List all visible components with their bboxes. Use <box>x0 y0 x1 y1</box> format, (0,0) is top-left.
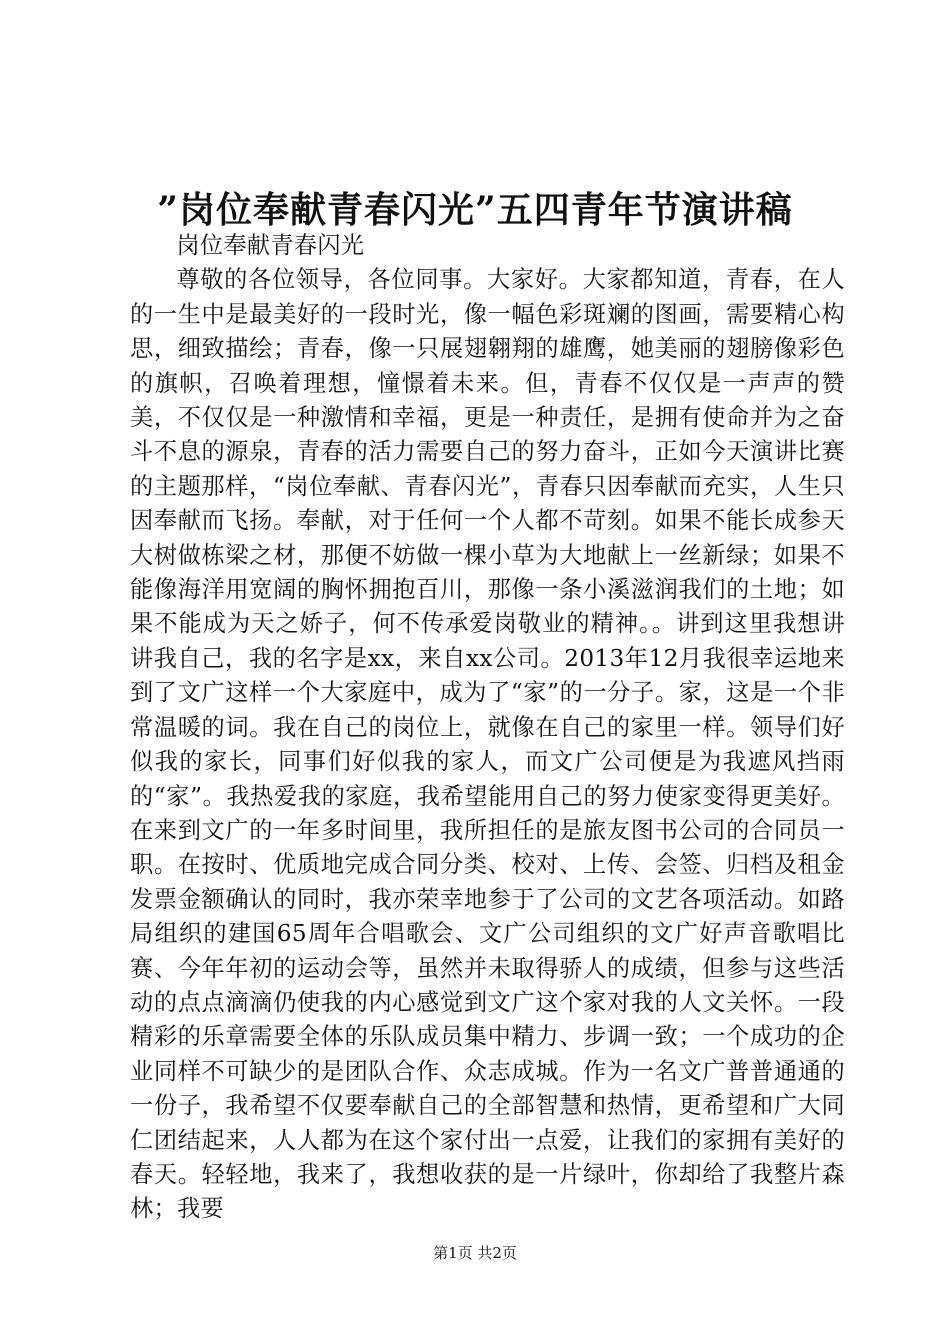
page-title: ”岗位奉献青春闪光”五四青年节演讲稿 <box>157 189 793 231</box>
document-body <box>130 229 845 1227</box>
body-paragraph: 尊敬的各位领导，各位同事。大家好。大家都知道，青春，在人的一生中是最美好的一段时光，像一幅色彩斑斓的图画，需要精心构思，细致描绘；青春，像一只展翅翱翔的雄鹰，她美丽的翅膀像彩色的旗帜，召唤着理想，憧憬着未来。但，青春不仅仅是一声声的赞美，不仅仅是一种激情和幸福，更是一种责任，是拥有使命并为之奋斗不息的源泉，青春的活力需要自己的努力奋斗，正如今天演讲比赛的主题那样，“岗位奉献、青春闪光”，青春只因奉献而充实，人生只因奉献而飞扬。奉献，对于任何一个人都不苛刻。如果不能长成参天大树做栋梁之材，那便不妨做一棵小草为大地献上一丝新绿；如果不能像海洋用宽阔的胸怀拥抱百川，那像一条小溪滋润我们的土地；如果不能成为天之娇子，何不传承爱岗敬业的精神。。讲到这里我想讲讲我自己，我的名字是xx，来自xx公司。2013年12月我很幸运地来到了文广这样一个大家庭中，成为了“家”的一分子。家，这是一个非常温暖的词。我在自己的岗位上，就像在自己的家里一样。领导们好似我的家长，同事们好似我的家人，而文广公司便是为我遮风挡雨的“家”。我热爱我的家庭，我希望能用自己的努力使家变得更美好。在来到文广的一年多时间里，我所担任的是旅友图书公司的合同员一职。在按时、优质地完成合同分类、校对、上传、会签、归档及租金发票金额确认的同时，我亦荣幸地参于了公司的文艺各项活动。如路局组织的建国65周年合唱歌会、文广公司组织的文广好声音歌唱比赛、今年年初的运动会等，虽然并未取得骄人的成绩，但参与这些活动的点点滴滴仍使我的内心感觉到文广这个家对我的人文关怀。一段精彩的乐章需要全体的乐队成员集中精力、步调一致；一个成功的企业同样不可缺少的是团队合作、众志成城。作为一名文广普普通通的一份子，我希望不仅要奉献自己的全部智慧和热情，更希望和广大同仁团结起来，人人都为在这个家付出一点爱，让我们的家拥有美好的春天。轻轻地，我来了，我想收获的是一片绿叶，你却给了我整片森林；我要 <box>130 266 845 1223</box>
subtitle-line: 岗位奉献青春闪光 <box>176 232 365 259</box>
page-footer: 第1页 共2页 <box>433 1244 517 1262</box>
